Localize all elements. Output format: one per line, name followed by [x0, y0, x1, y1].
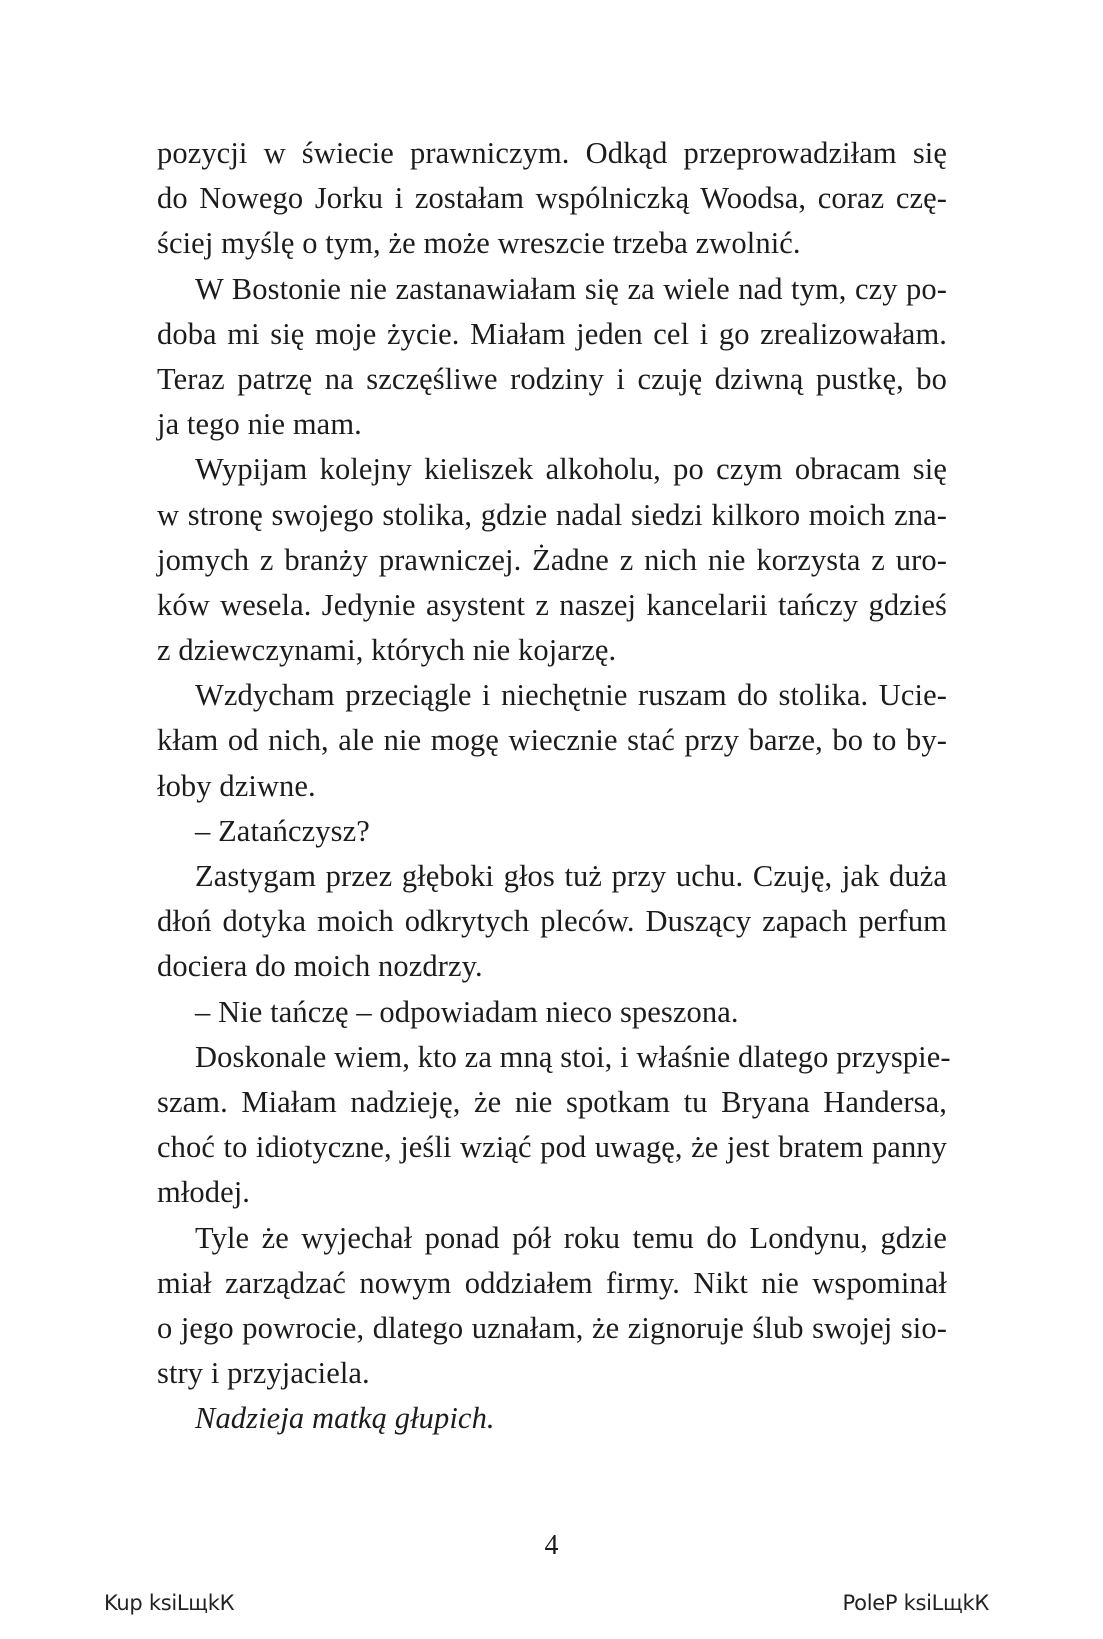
text-line: kłam od nich, ale nie mogę wiecznie stać przy barze, bo to by- — [157, 723, 947, 758]
text-line: w stronę swojego stolika, gdzie nadal siedzi kilkoro moich zna- — [157, 497, 947, 532]
text-line: pozycji w świecie prawniczym. Odkąd przeprowadziłam się — [157, 136, 947, 170]
text-line: Wzdycham przeciągle i niechętnie ruszam do stolika. Ucie- — [195, 678, 947, 713]
text-line: Tyle że wyjechał ponad pół roku temu do Londynu, gdzie — [195, 1220, 947, 1255]
text-line: W Bostonie nie zastanawiałam się za wiele nad tym, czy po- — [195, 271, 947, 306]
text-line: doba mi się moje życie. Miałam jeden cel i go zrealizowałam. — [157, 316, 947, 351]
text-line: Wypijam kolejny kieliszek alkoholu, po czym obracam się — [195, 452, 947, 487]
text-line: choć to idiotyczne, jeśli wziąć pod uwagę, że jest bratem panny — [157, 1130, 947, 1165]
recommend-book-link[interactable]: PoleР ksiLщkК — [842, 1591, 989, 1615]
text-line: Nadzieja matką głupich. — [195, 1401, 495, 1436]
text-line: Doskonale wiem, kto za mną stoi, i właśnie dlatego przyspie- — [195, 1039, 951, 1074]
body-text — [157, 131, 951, 1441]
text-line: o jego powrocie, dlatego uznałam, że zignoruje ślub swojej sio- — [157, 1310, 947, 1345]
text-line: dłoń dotyka moich odkrytych pleców. Duszący zapach perfum — [157, 904, 947, 939]
text-line: ków wesela. Jedynie asystent z naszej kancelarii tańczy gdzieś — [157, 587, 947, 622]
text-line: jomych z branży prawniczej. Żadne z nich nie korzysta z uro- — [157, 542, 947, 577]
text-line: z dziewczynami, których nie kojarzę. — [157, 633, 617, 668]
text-line: do Nowego Jorku i zostałam wspólniczką Woodsa, coraz czę- — [157, 181, 947, 216]
buy-book-link[interactable]: Kup ksiLщkК — [104, 1591, 235, 1615]
text-line: dociera do moich nozdrzy. — [157, 949, 483, 984]
text-line: – Zatańczysz? — [195, 813, 370, 848]
text-line: młodej. — [157, 1175, 251, 1210]
text-line: łoby dziwne. — [157, 768, 316, 803]
text-line: stry i przyjaciela. — [157, 1356, 370, 1391]
text-line: Zastygam przez głęboki głos tuż przy uchu. Czuję, jak duża — [195, 859, 947, 893]
text-line: miał zarządzać nowym oddziałem firmy. Nikt nie wspominał — [157, 1265, 947, 1300]
text-line: Teraz patrzę na szczęśliwe rodziny i czuję dziwną pustkę, bo — [157, 361, 947, 396]
text-line: ja tego nie mam. — [157, 407, 362, 442]
text-line: – Nie tańczę – odpowiadam nieco speszona. — [195, 994, 739, 1029]
text-line: ściej myślę o tym, że może wreszcie trzeba zwolnić. — [157, 226, 801, 261]
text-line: szam. Miałam nadzieję, że nie spotkam tu Bryana Handersa, — [157, 1084, 947, 1119]
page-number: 4 — [544, 1530, 559, 1561]
